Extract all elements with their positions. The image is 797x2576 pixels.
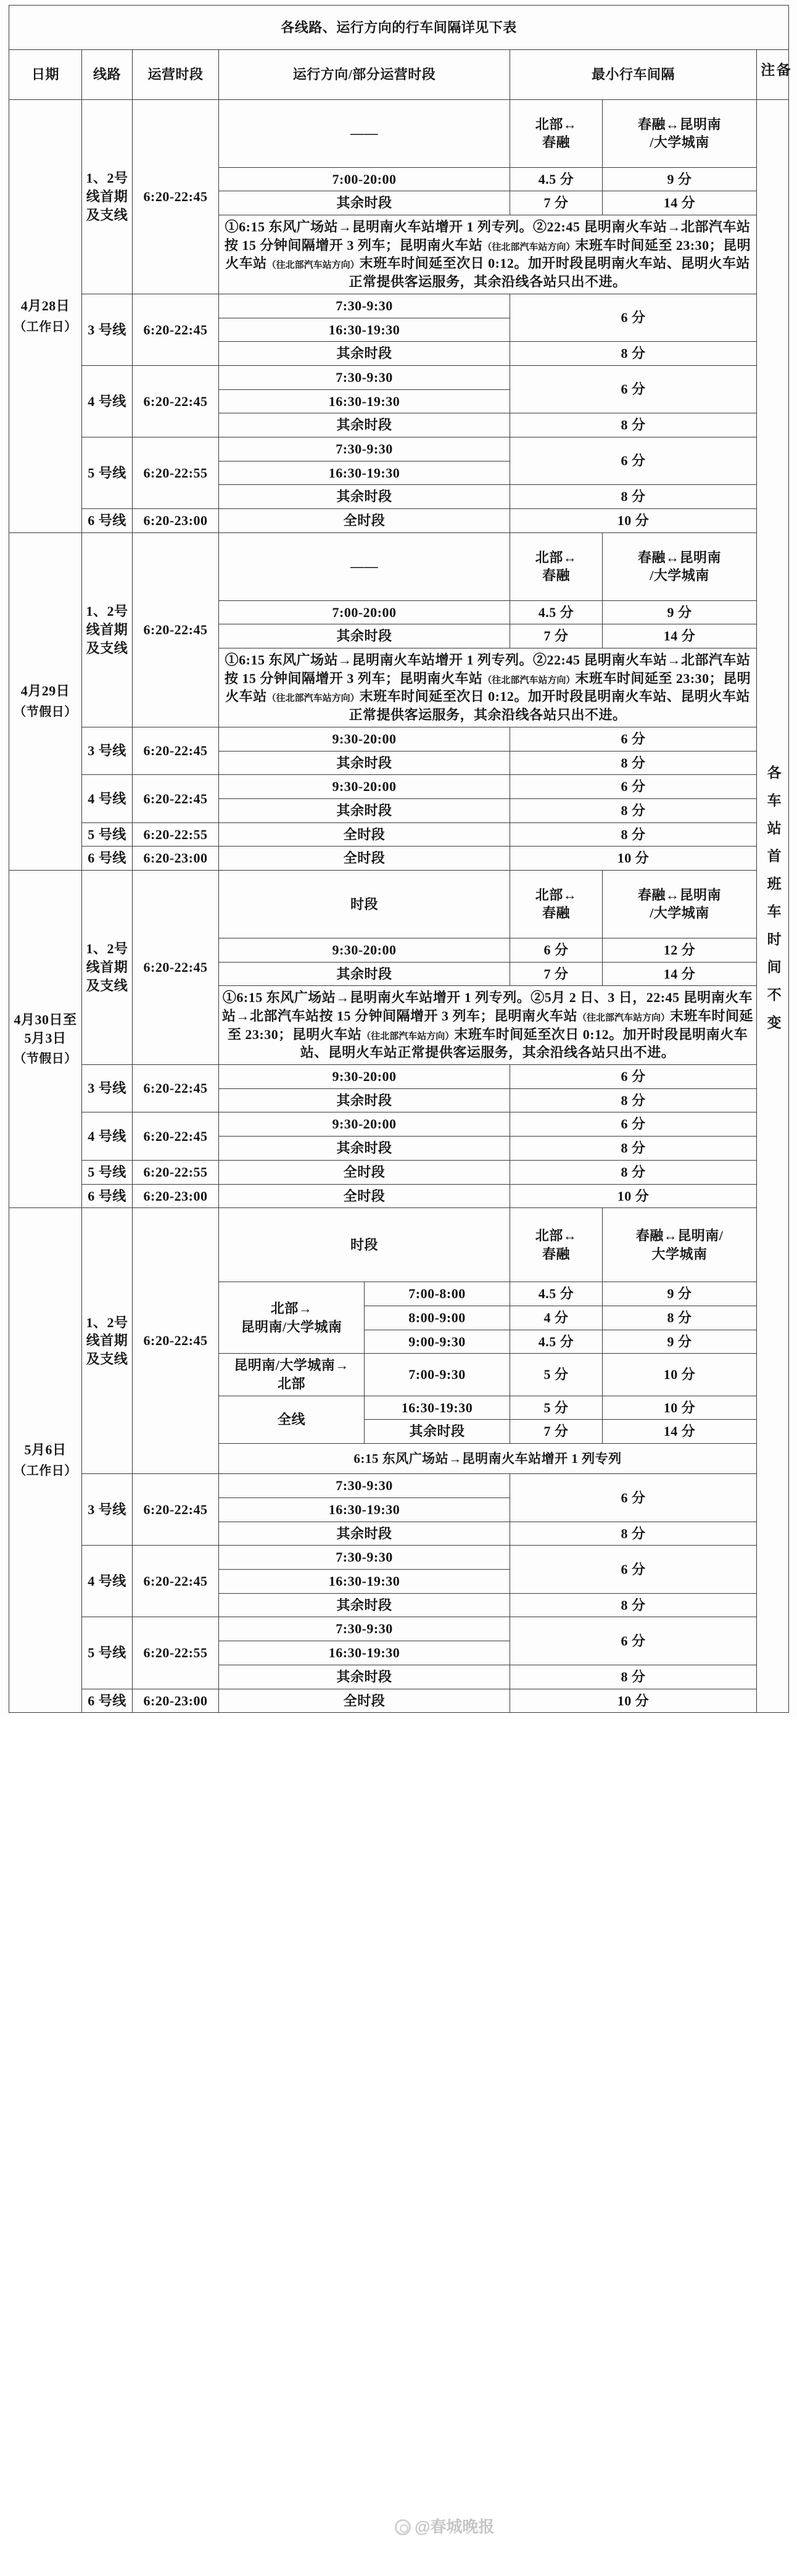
- line-name-cell: 3 号线: [82, 1065, 133, 1112]
- header-operating-period: 运营时段: [133, 50, 219, 100]
- period-cell: 其余时段: [219, 413, 510, 437]
- date-sub: （工作日）: [14, 1464, 77, 1478]
- direction-header-a: 北部↔ 春融: [510, 532, 603, 600]
- direction-header-a: 北部↔ 春融: [510, 870, 603, 938]
- page-title: 各线路、运行方向的行车间隔详见下表: [9, 6, 789, 50]
- table-row: [9, 870, 789, 938]
- period-cell: 7:30-9:30: [219, 365, 510, 389]
- operating-hours-cell: 6:20-22:45: [133, 1546, 219, 1617]
- interval-cell: 6 分: [510, 1546, 757, 1593]
- operating-hours-cell: 6:20-23:00: [133, 1689, 219, 1713]
- line-name-cell: 5 号线: [82, 1160, 133, 1184]
- line-name-cell: 3 号线: [82, 294, 133, 365]
- table-row: [9, 509, 789, 533]
- period-cell: 9:30-20:00: [219, 775, 510, 799]
- line-name-cell: 6 号线: [82, 509, 133, 533]
- line-name-cell: 4 号线: [82, 1112, 133, 1160]
- date-sub: （工作日）: [14, 320, 77, 334]
- interval-cell: 6 分: [510, 1474, 757, 1522]
- direction-label-cell: 昆明南/大学城南→ 北部: [219, 1354, 365, 1396]
- period-cell: 16:30-19:30: [219, 1498, 510, 1522]
- header-remark: 备注: [757, 50, 789, 100]
- watermark: [395, 2514, 494, 2537]
- period-cell: 全时段: [219, 509, 510, 533]
- direction-header-b: 春融↔昆明南 /大学城南: [603, 99, 757, 167]
- period-cell: 其余时段: [219, 191, 510, 215]
- header-line: 线路: [82, 50, 133, 100]
- line-name-cell: 5 号线: [82, 822, 133, 847]
- operating-hours-cell: 6:20-22:45: [133, 1112, 219, 1160]
- period-cell: 其余时段: [219, 1593, 510, 1617]
- period-header-cell: ——: [219, 532, 510, 600]
- header-min-interval: 最小行车间隔: [510, 50, 757, 100]
- table-row: [9, 532, 789, 600]
- period-cell: 全时段: [219, 847, 510, 871]
- line-name-cell: 6 号线: [82, 847, 133, 871]
- interval-a-cell: 7 分: [510, 1420, 603, 1444]
- interval-b-cell: 9 分: [603, 167, 757, 191]
- table-row: [9, 1112, 789, 1137]
- period-cell: 8:00-9:00: [365, 1306, 510, 1330]
- operating-hours-cell: 6:20-22:55: [133, 1617, 219, 1689]
- period-cell: 7:00-8:00: [365, 1282, 510, 1306]
- operating-hours-cell: 6:20-22:45: [133, 1474, 219, 1546]
- watermark-text: @春城晚报: [415, 2517, 495, 2536]
- period-cell: 其余时段: [219, 751, 510, 775]
- period-cell: 16:30-19:30: [219, 318, 510, 342]
- interval-a-cell: 7 分: [510, 962, 603, 986]
- interval-cell: 8 分: [510, 751, 757, 775]
- line-name-cell: 1、2号线首期及支线: [82, 870, 133, 1064]
- interval-cell: 8 分: [510, 1160, 757, 1184]
- line-name-cell: 5 号线: [82, 1617, 133, 1689]
- interval-cell: 6 分: [510, 1112, 757, 1137]
- operating-hours-cell: 6:20-22:45: [133, 294, 219, 365]
- direction-header-a: 北部↔ 春融: [510, 1208, 603, 1282]
- date-cell: [9, 870, 82, 1207]
- direction-header-a: 北部↔ 春融: [510, 99, 603, 167]
- interval-b-cell: 14 分: [603, 1420, 757, 1444]
- operating-hours-cell: 6:20-22:45: [133, 727, 219, 774]
- table-row: [9, 50, 789, 100]
- header-date: 日期: [9, 50, 82, 100]
- period-cell: 其余时段: [219, 624, 510, 648]
- interval-cell: 10 分: [510, 509, 757, 533]
- period-cell: 其余时段: [219, 342, 510, 366]
- interval-cell: 8 分: [510, 1522, 757, 1546]
- interval-cell: 8 分: [510, 485, 757, 509]
- line-name-cell: 4 号线: [82, 1546, 133, 1617]
- period-cell: 7:30-9:30: [219, 294, 510, 318]
- table-row: [9, 6, 789, 50]
- period-cell: 7:30-9:30: [219, 437, 510, 461]
- table-row: [9, 294, 789, 318]
- line-name-cell: 4 号线: [82, 365, 133, 437]
- line-name-cell: 6 号线: [82, 1184, 133, 1208]
- interval-cell: 6 分: [510, 437, 757, 484]
- direction-header-b: 春融↔昆明南/ 大学城南: [603, 1208, 757, 1282]
- period-cell: 其余时段: [219, 485, 510, 509]
- interval-b-cell: 12 分: [603, 938, 757, 962]
- interval-a-cell: 4.5 分: [510, 600, 603, 624]
- date-main: 4月28日: [20, 297, 70, 313]
- date-main: 4月30日至5月3日: [14, 1011, 77, 1046]
- interval-cell: 8 分: [510, 413, 757, 437]
- interval-cell: 8 分: [510, 798, 757, 822]
- date-sub: （节假日）: [14, 705, 77, 719]
- line-name-cell: 1、2号线首期及支线: [82, 1208, 133, 1474]
- period-cell: 16:30-19:30: [365, 1396, 510, 1420]
- operating-hours-cell: 6:20-23:00: [133, 509, 219, 533]
- interval-a-cell: 4.5 分: [510, 1282, 603, 1306]
- interval-b-cell: 14 分: [603, 962, 757, 986]
- interval-cell: 8 分: [510, 1593, 757, 1617]
- period-cell: 9:00-9:30: [365, 1330, 510, 1354]
- date-cell: [9, 1208, 82, 1713]
- interval-cell: 8 分: [510, 1088, 757, 1112]
- operating-hours-cell: 6:20-22:45: [133, 532, 219, 727]
- interval-cell: 10 分: [510, 847, 757, 871]
- interval-a-cell: 4 分: [510, 1306, 603, 1330]
- interval-cell: 8 分: [510, 342, 757, 366]
- interval-cell: 10 分: [510, 1689, 757, 1713]
- direction-header-b: 春融↔昆明南 /大学城南: [603, 870, 757, 938]
- period-cell: 7:30-9:30: [219, 1546, 510, 1570]
- period-cell: 全时段: [219, 1689, 510, 1713]
- direction-label-cell: 北部→ 昆明南/大学城南: [219, 1282, 365, 1354]
- period-cell: 其余时段: [219, 1088, 510, 1112]
- interval-cell: 6 分: [510, 1065, 757, 1089]
- line-name-cell: 1、2号线首期及支线: [82, 99, 133, 294]
- operating-hours-cell: 6:20-22:55: [133, 437, 219, 508]
- note-cell: ①6:15 东风广场站→昆明南火车站增开 1 列专列。②22:45 昆明南火车站→北部汽车站按 15 分钟间隔增开 3 列车；昆明南火车站（往北部汽车站方向）末班车时间延至 23:30；昆明火车站（往北部汽车站方向）末班车时间延至次日 0:12。加开时段昆明南火车站、昆明火车站正常提供客运服务，其余沿线各站只出不进。: [219, 648, 757, 727]
- interval-b-cell: 10 分: [603, 1354, 757, 1396]
- interval-cell: 6 分: [510, 775, 757, 799]
- period-header-cell: 时段: [219, 870, 510, 938]
- note-cell: ①6:15 东风广场站→昆明南火车站增开 1 列专列。②22:45 昆明南火车站→北部汽车站按 15 分钟间隔增开 3 列车；昆明南火车站（往北部汽车站方向）末班车时间延至 23:30；昆明火车站（往北部汽车站方向）末班车时间延至次日 0:12。加开时段昆明南火车站、昆明火车站正常提供客运服务，其余沿线各站只出不进。: [219, 215, 757, 294]
- table-row: [9, 1208, 789, 1282]
- table-row: [9, 1546, 789, 1570]
- table-row: [9, 365, 789, 389]
- header-direction-period: 运行方向/部分运营时段: [219, 50, 510, 100]
- period-cell: 9:30-20:00: [219, 938, 510, 962]
- period-cell: 16:30-19:30: [219, 1570, 510, 1594]
- interval-b-cell: 14 分: [603, 191, 757, 215]
- interval-b-cell: 8 分: [603, 1306, 757, 1330]
- table-row: [9, 1617, 789, 1641]
- table-row: [9, 847, 789, 871]
- line-name-cell: 6 号线: [82, 1689, 133, 1713]
- period-cell: 9:30-20:00: [219, 1065, 510, 1089]
- interval-timetable: [9, 5, 789, 1713]
- note-cell: ①6:15 东风广场站→昆明南火车站增开 1 列专列。②5月 2 日、3 日，22:45 昆明南火车站→北部汽车站按 15 分钟间隔增开 3 列车；昆明南火车站（往北部汽车站方向）末班车时间延至 23:30；昆明火车站（往北部汽车站方向）末班车时间延至次日 0:12。加开时段昆明南火车站、昆明火车站正常提供客运服务，其余沿线各站只出不进。: [219, 986, 757, 1065]
- interval-a-cell: 5 分: [510, 1396, 603, 1420]
- period-cell: 其余时段: [219, 1522, 510, 1546]
- interval-a-cell: 6 分: [510, 938, 603, 962]
- line-name-cell: 1、2号线首期及支线: [82, 532, 133, 727]
- period-cell: 全时段: [219, 822, 510, 847]
- date-sub: （节假日）: [14, 1052, 77, 1066]
- remark-text: 各车站首班车时间不变: [765, 764, 781, 1043]
- operating-hours-cell: 6:20-22:55: [133, 1160, 219, 1184]
- operating-hours-cell: 6:20-22:45: [133, 99, 219, 294]
- table-row: [9, 99, 789, 167]
- period-cell: 16:30-19:30: [219, 1641, 510, 1665]
- interval-cell: 6 分: [510, 365, 757, 413]
- date-cell: [9, 99, 82, 532]
- period-cell: 7:00-20:00: [219, 167, 510, 191]
- date-cell: [9, 532, 82, 870]
- line-name-cell: 3 号线: [82, 727, 133, 774]
- table-row: [9, 775, 789, 799]
- period-cell: 其余时段: [365, 1420, 510, 1444]
- interval-a-cell: 4.5 分: [510, 1330, 603, 1354]
- operating-hours-cell: 6:20-23:00: [133, 1184, 219, 1208]
- weibo-logo-icon: [395, 2519, 411, 2535]
- period-cell: 其余时段: [219, 1137, 510, 1161]
- operating-hours-cell: 6:20-22:45: [133, 1065, 219, 1112]
- period-cell: 7:30-9:30: [219, 1474, 510, 1498]
- period-cell: 全时段: [219, 1184, 510, 1208]
- interval-cell: 6 分: [510, 294, 757, 341]
- period-cell: 9:30-20:00: [219, 727, 510, 751]
- interval-cell: 6 分: [510, 727, 757, 751]
- interval-cell: 8 分: [510, 822, 757, 847]
- period-cell: 其余时段: [219, 1665, 510, 1689]
- period-header-cell: ——: [219, 99, 510, 167]
- interval-a-cell: 5 分: [510, 1354, 603, 1396]
- interval-a-cell: 7 分: [510, 624, 603, 648]
- table-row: [9, 727, 789, 751]
- period-cell: 16:30-19:30: [219, 389, 510, 413]
- interval-b-cell: 10 分: [603, 1396, 757, 1420]
- period-cell: 7:30-9:30: [219, 1617, 510, 1641]
- table-row: [9, 822, 789, 847]
- period-cell: 其余时段: [219, 962, 510, 986]
- period-cell: 其余时段: [219, 798, 510, 822]
- table-row: [9, 1474, 789, 1498]
- period-cell: 7:00-9:30: [365, 1354, 510, 1396]
- interval-b-cell: 9 分: [603, 1330, 757, 1354]
- period-cell: 7:00-20:00: [219, 600, 510, 624]
- operating-hours-cell: 6:20-22:55: [133, 822, 219, 847]
- period-cell: 16:30-19:30: [219, 461, 510, 485]
- interval-b-cell: 14 分: [603, 624, 757, 648]
- direction-header-b: 春融↔昆明南 /大学城南: [603, 532, 757, 600]
- table-row: [9, 1065, 789, 1089]
- note-cell: 6:15 东风广场站→昆明南火车站增开 1 列专列: [219, 1444, 757, 1474]
- period-cell: 全时段: [219, 1160, 510, 1184]
- interval-a-cell: 7 分: [510, 191, 603, 215]
- line-name-cell: 4 号线: [82, 775, 133, 822]
- table-row: [9, 437, 789, 461]
- interval-b-cell: 9 分: [603, 600, 757, 624]
- interval-cell: 10 分: [510, 1184, 757, 1208]
- operating-hours-cell: 6:20-22:45: [133, 870, 219, 1064]
- direction-label-cell: 全线: [219, 1396, 365, 1443]
- operating-hours-cell: 6:20-22:45: [133, 1208, 219, 1474]
- line-name-cell: 3 号线: [82, 1474, 133, 1546]
- line-name-cell: 5 号线: [82, 437, 133, 508]
- period-header-cell: 时段: [219, 1208, 510, 1282]
- interval-cell: 8 分: [510, 1665, 757, 1689]
- interval-a-cell: 4.5 分: [510, 167, 603, 191]
- date-main: 4月29日: [20, 683, 70, 699]
- table-row: [9, 1689, 789, 1713]
- date-main: 5月6日: [24, 1442, 67, 1458]
- operating-hours-cell: 6:20-22:45: [133, 775, 219, 822]
- interval-cell: 6 分: [510, 1617, 757, 1665]
- table-row: [9, 1160, 789, 1184]
- period-cell: 9:30-20:00: [219, 1112, 510, 1137]
- interval-b-cell: 9 分: [603, 1282, 757, 1306]
- table-row: [9, 1184, 789, 1208]
- operating-hours-cell: 6:20-22:45: [133, 365, 219, 437]
- remark-cell: [757, 99, 789, 1713]
- operating-hours-cell: 6:20-23:00: [133, 847, 219, 871]
- interval-cell: 8 分: [510, 1137, 757, 1161]
